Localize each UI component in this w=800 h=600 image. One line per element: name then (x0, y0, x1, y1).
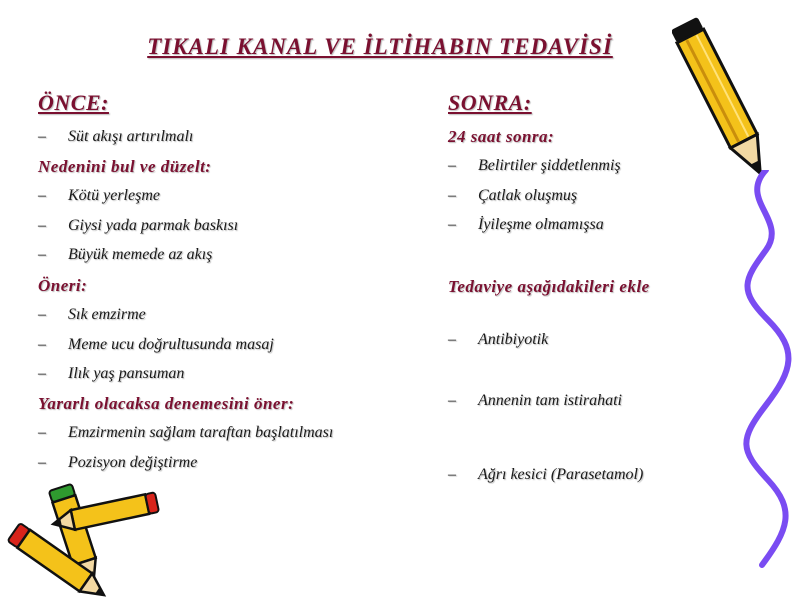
list-item (38, 424, 333, 442)
list-item (38, 365, 184, 383)
list-item-text: Sık emzirme (68, 306, 146, 323)
list-item-text: Pozisyon değiştirme (68, 454, 198, 471)
left-column-heading: ÖNCE: (38, 90, 109, 115)
bullet-dash: – (38, 217, 46, 234)
list-item (448, 331, 548, 349)
bullet-dash: – (448, 187, 456, 204)
list-item (448, 157, 621, 175)
bullet-dash: – (38, 306, 46, 323)
list-item (38, 246, 212, 264)
list-item (38, 217, 238, 235)
right-column-heading: SONRA: (448, 90, 532, 115)
list-item-text: Belirtiler şiddetlenmiş (478, 157, 621, 174)
list-item (38, 454, 197, 472)
list-item-text: Antibiyotik (478, 331, 549, 348)
list-item (448, 187, 577, 205)
bullet-dash: – (38, 128, 46, 145)
list-item-text: İyileşme olmamışsa (478, 216, 604, 233)
list-item-text: Kötü yerleşme (68, 187, 160, 204)
list-item-text: Ilık yaş pansuman (68, 365, 185, 382)
bullet-dash: – (38, 187, 46, 204)
slide-title: TIKALI KANAL VE İLTİHABIN TEDAVİSİ (147, 34, 613, 59)
list-item (38, 128, 193, 146)
section-heading: 24 saat sonra: (448, 127, 555, 146)
section-heading: Tedaviye aşağıdakileri ekle (448, 277, 650, 296)
section-heading: Yararlı olacaksa denemesini öner: (38, 394, 295, 413)
bullet-dash: – (38, 454, 46, 471)
bullet-dash: – (448, 331, 456, 348)
list-item (38, 187, 160, 205)
bullet-dash: – (38, 246, 46, 263)
list-item-text: Giysi yada parmak baskısı (68, 217, 239, 234)
bullet-dash: – (448, 157, 456, 174)
list-item (38, 306, 146, 324)
bullet-dash: – (38, 336, 46, 353)
section-heading: Nedenini bul ve düzelt: (38, 157, 212, 176)
list-item-text: Büyük memede az akış (68, 246, 213, 263)
list-item (448, 392, 622, 410)
bullet-dash: – (38, 365, 46, 382)
list-item-text: Çatlak oluşmuş (478, 187, 578, 204)
list-item-text: Emzirmenin sağlam taraftan başlatılması (68, 424, 334, 441)
pencil-group-icon (0, 482, 165, 598)
list-item (38, 336, 274, 354)
list-item-text: Süt akışı artırılmalı (68, 128, 194, 145)
pencil-icon (672, 2, 782, 192)
squiggle-line-icon (738, 170, 798, 570)
bullet-dash: – (448, 216, 456, 233)
list-item-text: Meme ucu doğrultusunda masaj (68, 336, 274, 353)
bullet-dash: – (448, 392, 456, 409)
section-heading: Öneri: (38, 276, 88, 295)
list-item (448, 216, 604, 234)
list-item-text: Annenin tam istirahati (478, 392, 622, 409)
list-item-text: Ağrı kesici (Parasetamol) (478, 466, 644, 483)
bullet-dash: – (448, 466, 456, 483)
list-item (448, 466, 643, 484)
bullet-dash: – (38, 424, 46, 441)
